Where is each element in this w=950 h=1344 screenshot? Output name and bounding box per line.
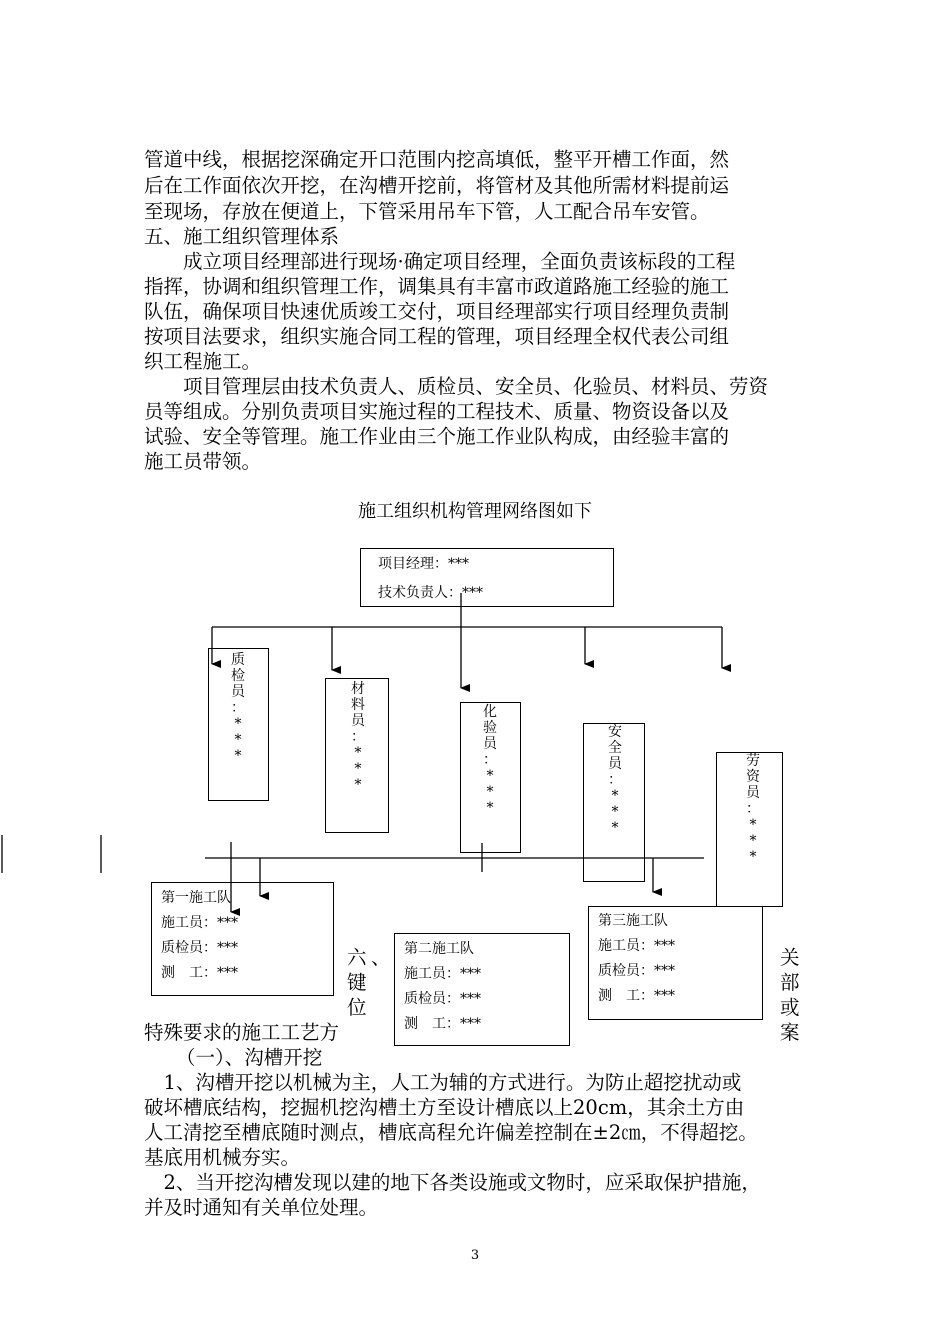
page-number: 3 <box>470 1248 480 1263</box>
para1-line-5: 织工程施工。 <box>144 350 262 373</box>
team3-inspector: 质检员：*** <box>598 963 675 979</box>
vertical-char: ： <box>608 772 622 788</box>
team2-builder: 施工员：*** <box>404 966 481 982</box>
fragment-left-2: 键 <box>347 971 367 994</box>
fragment-right-2: 部 <box>780 971 800 994</box>
subsection-1-heading: （一）、沟槽开挖 <box>176 1046 323 1069</box>
team1-inspector: 质检员：*** <box>161 940 238 956</box>
vertical-char: * <box>749 849 757 865</box>
team2-name: 第二施工队 <box>404 941 474 957</box>
vertical-char: * <box>486 800 494 816</box>
vertical-char: * <box>486 784 494 800</box>
vertical-char: 质 <box>231 652 245 668</box>
intro-line-3: 至现场，存放在便道上，下管采用吊车下管，人工配合吊车安管。 <box>144 200 710 223</box>
vertical-char: 安 <box>608 724 622 740</box>
team2-inspector: 质检员：*** <box>404 991 481 1007</box>
fragment-right-1: 关 <box>780 946 800 969</box>
vertical-char: 全 <box>608 740 622 756</box>
vertical-char: ： <box>483 752 497 768</box>
technical-lead: 技术负责人：*** <box>378 585 483 601</box>
vertical-char: * <box>611 820 619 836</box>
vertical-char: * <box>354 761 362 777</box>
vertical-char: * <box>749 817 757 833</box>
org-chart-title: 施工组织机构管理网络图如下 <box>358 501 592 522</box>
para1-line-4: 按项目法要求，组织实施合同工程的管理，项目经理全权代表公司组 <box>144 325 730 348</box>
team1-surveyor: 测 工：*** <box>161 965 238 981</box>
vertical-char: ： <box>231 700 245 716</box>
vertical-char: 劳 <box>746 753 760 769</box>
vertical-char: * <box>611 804 619 820</box>
item2-line-2: 并及时通知有关单位处理。 <box>144 1196 379 1219</box>
vertical-char: 员 <box>351 713 365 729</box>
team2-surveyor: 测 工：*** <box>404 1016 481 1032</box>
vertical-char: 检 <box>231 668 245 684</box>
vertical-char: * <box>611 788 619 804</box>
fragment-left-mark: 、 <box>371 946 391 969</box>
fragment-left-3: 位 <box>347 996 367 1019</box>
vertical-char: 资 <box>746 769 760 785</box>
item1-line-4: 基底用机械夯实。 <box>144 1146 301 1169</box>
item1-line-3: 人工清挖至槽底随时测点，槽底高程允许偏差控制在±2㎝，不得超挖。 <box>144 1121 758 1144</box>
fragment-left-1: 六 <box>347 946 367 969</box>
item2-line-1: 2、当开挖沟槽发现以建的地下各类设施或文物时，应采取保护措施， <box>144 1171 761 1194</box>
para2-line-2: 员等组成。分别负责项目实施过程的工程技术、质量、物资设备以及 <box>144 400 730 423</box>
vertical-char: 员 <box>483 736 497 752</box>
vertical-char: * <box>749 833 757 849</box>
section-6-tail: 特殊要求的施工工艺方 <box>144 1021 340 1044</box>
vertical-char: 料 <box>351 697 365 713</box>
para2-line-4: 施工员带领。 <box>144 450 262 473</box>
section-5-heading: 五、施工组织管理体系 <box>144 225 340 248</box>
intro-line-2: 后在工作面依次开挖，在沟槽开挖前，将管材及其他所需材料提前运 <box>144 174 730 197</box>
vertical-char: ： <box>746 801 760 817</box>
vertical-char: * <box>234 732 242 748</box>
para1-line-3: 队伍，确保项目快速优质竣工交付，项目经理部实行项目经理负责制 <box>144 300 730 323</box>
vertical-char: 化 <box>483 704 497 720</box>
vertical-char: 材 <box>351 681 365 697</box>
vertical-char: 员 <box>608 756 622 772</box>
team1-builder: 施工员：*** <box>161 915 238 931</box>
para1-line-1: 成立项目经理部进行现场·确定项目经理，全面负责该标段的工程 <box>144 250 736 273</box>
vertical-char: * <box>234 716 242 732</box>
fragment-right-4: 案 <box>780 1021 800 1044</box>
project-manager: 项目经理：*** <box>378 556 469 572</box>
para2-line-1: 项目管理层由技术负责人、质检员、安全员、化验员、材料员、劳资 <box>144 375 769 398</box>
para1-line-2: 指挥，协调和组织管理工作，调集具有丰富市政道路施工经验的施工 <box>144 275 730 298</box>
vertical-char: 验 <box>483 720 497 736</box>
vertical-char: * <box>234 748 242 764</box>
fragment-right-3: 或 <box>780 996 800 1019</box>
intro-line-1: 管道中线，根据挖深确定开口范围内挖高填低，整平开槽工作面，然 <box>144 148 730 171</box>
vertical-char: ： <box>351 729 365 745</box>
vertical-char: 员 <box>746 785 760 801</box>
team3-name: 第三施工队 <box>598 913 668 929</box>
team3-surveyor: 测 工：*** <box>598 988 675 1004</box>
vertical-char: * <box>354 777 362 793</box>
para2-line-3: 试验、安全等管理。施工作业由三个施工作业队构成，由经验丰富的 <box>144 425 730 448</box>
vertical-char: 员 <box>231 684 245 700</box>
item1-line-2: 破坏槽底结构，挖掘机挖沟槽土方至设计槽底以上20cm，其余土方由 <box>144 1096 745 1119</box>
item1-line-1: 1、沟槽开挖以机械为主，人工为辅的方式进行。为防止超挖扰动或 <box>144 1071 742 1094</box>
vertical-char: * <box>486 768 494 784</box>
vertical-char: * <box>354 745 362 761</box>
team3-builder: 施工员：*** <box>598 938 675 954</box>
team1-name: 第一施工队 <box>161 890 231 906</box>
